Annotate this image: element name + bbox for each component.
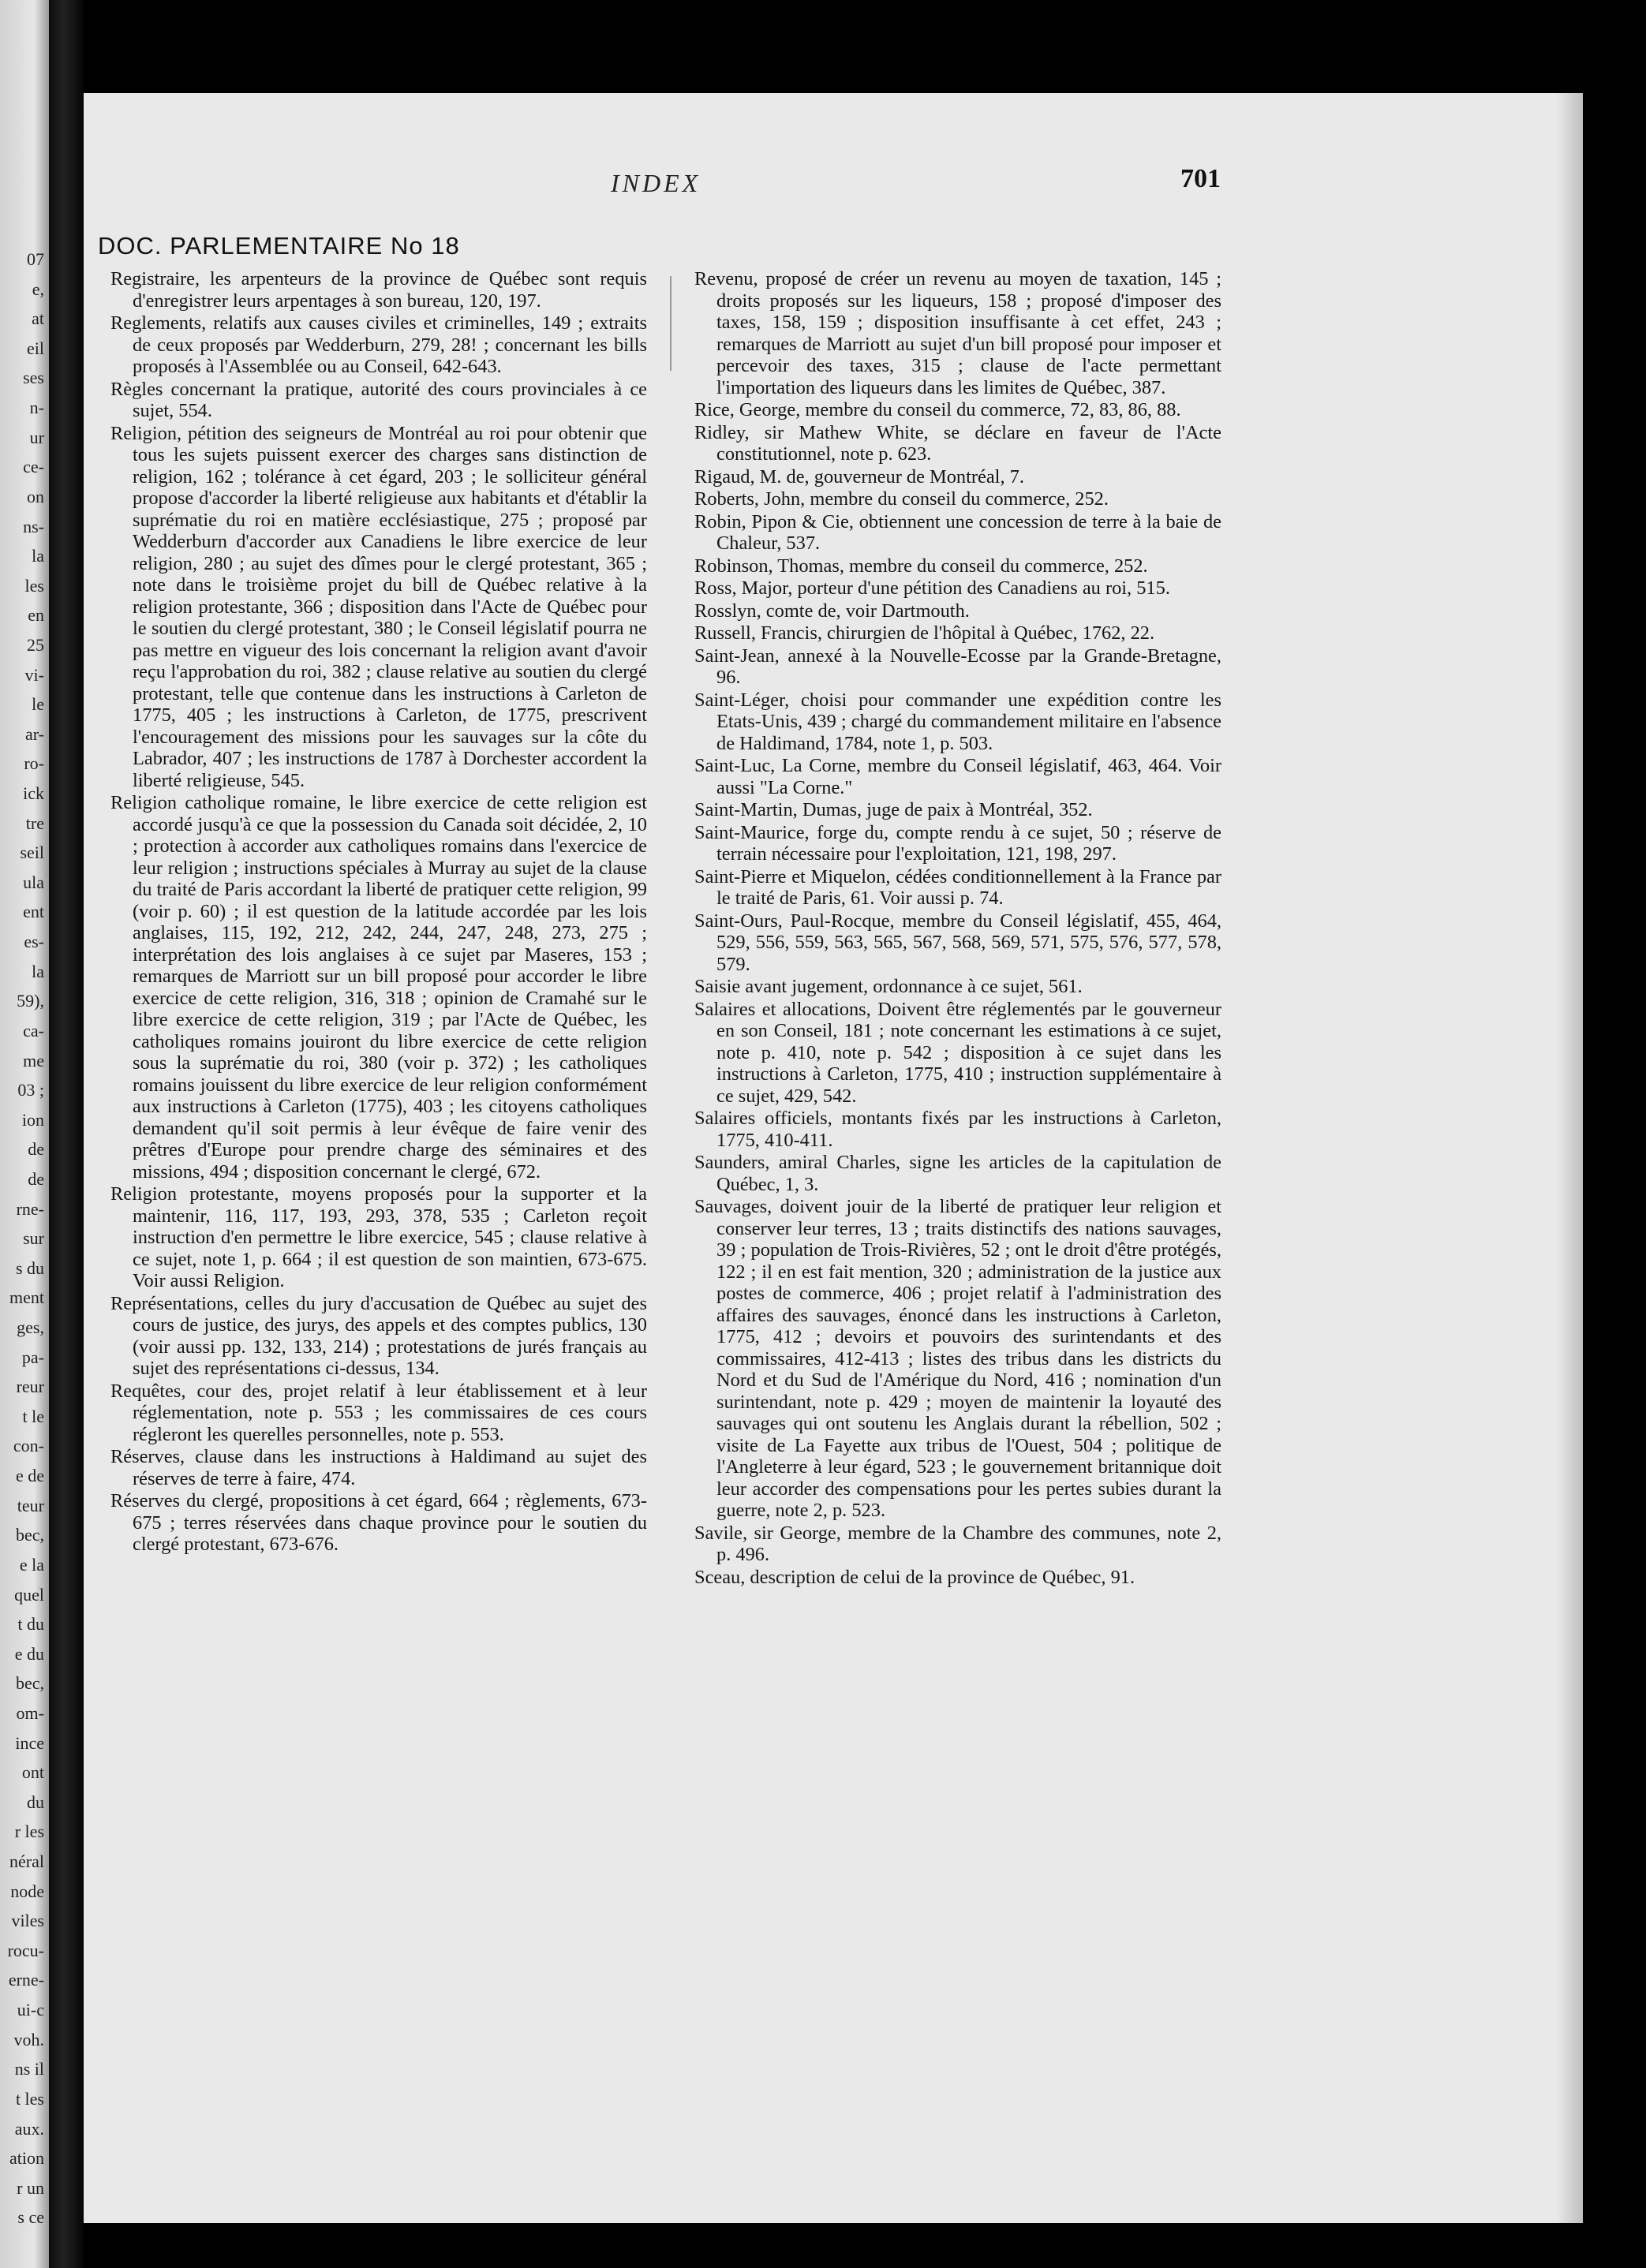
- facing-page-fragment: ui-c: [17, 2000, 44, 2020]
- index-entry: Ridley, sir Mathew White, se déclare en faveur de l'Acte constitutionnel, note p. 623.: [694, 421, 1221, 465]
- facing-page-fragment: voh.: [13, 2029, 44, 2049]
- index-entry: Saint-Léger, choisi pour commander une expédition contre les Etats-Unis, 439 ; chargé du commandement militaire en l'absence de Haldimand, 1784, note 1, p. 503.: [694, 689, 1221, 754]
- facing-page-fragment: le: [32, 694, 44, 715]
- facing-page-fragment: om-: [16, 1702, 44, 1723]
- facing-page-fragment: du: [27, 1792, 44, 1812]
- facing-page-fragment: tre: [25, 813, 44, 833]
- index-entry: Sauvages, doivent jouir de la liberté de pratiquer leur religion et conserver leur terres, 13 ; traits distinctifs des nations sauvages, 39 ; population de Trois-Rivières, 52 ; ont le droit d'être protégés, 122 ; il en est fait mention, 320 ; administration de la justice aux postes de commerce, 406 ; projet relatif à l'administration des affaires des sauvages, énoncé dans les instructions à Carleton, 1775, 412 ; devoirs et pouvoirs des surintendants et des commissaires, 412-413 ; listes des tribus dans les districts du Nord et du Sud de l'Amérique du Nord, 416 ; nomination d'un surintendant, note p. 429 ; moyen de maintenir la loyauté des sauvages qui ont soutenu les Anglais durant la rébellion, 502 ; visite de La Fayette aux tribus de l'Ouest, 504 ; politique de l'Angleterre à leur égard, 523 ; le gouvernement britannique doit leur accorder des compensations pour les pertes subies durant la guerre, note 2, p. 523.: [694, 1196, 1221, 1521]
- facing-page-fragment: 07: [27, 249, 44, 269]
- facing-page-fragment: les: [24, 575, 44, 596]
- facing-page-fragment: 03 ;: [17, 1080, 44, 1100]
- facing-page-fragment: ation: [9, 2148, 44, 2169]
- facing-page-fragment: e du: [14, 1643, 44, 1664]
- facing-page-fragment: at: [32, 308, 44, 329]
- facing-page-fragment: ca-: [23, 1020, 44, 1041]
- index-entry: Représentations, celles du jury d'accusation de Québec au sujet des cours de justice, des jurys, des appels et des comptes publics, 130 (voir aussi pp. 132, 133, 214) ; protestations de jurés français au sujet des représentations ci-dessus, 134.: [110, 1292, 647, 1379]
- facing-page-fragment: ent: [23, 902, 44, 922]
- index-entry: Religion protestante, moyens proposés pour la supporter et la maintenir, 116, 117, 193, 293, 378, 535 ; Carleton reçoit instruction d'en permettre le libre exercice, 545 ; clause relative à ce sujet, note 1, p. 664 ; il est question de son maintien, 673-675. Voir aussi Religion.: [110, 1183, 647, 1291]
- index-entry: Roberts, John, membre du conseil du commerce, 252.: [694, 488, 1109, 510]
- facing-page-fragment: quel: [14, 1584, 44, 1605]
- index-entry: Saint-Martin, Dumas, juge de paix à Montréal, 352.: [694, 799, 1093, 820]
- facing-page-fragment: r un: [17, 2177, 44, 2198]
- index-page: [84, 93, 1583, 2223]
- index-entry: Reglements, relatifs aux causes civiles et criminelles, 149 ; extraits de ceux proposés par Wedderburn, 279, 28! ; concernant les bills proposés à l'Assemblée ou au Conseil, 642-643.: [110, 312, 647, 377]
- facing-page-fragment: t le: [22, 1406, 44, 1426]
- facing-page-fragment: aux.: [14, 2118, 44, 2139]
- facing-page-fragment: la: [32, 546, 44, 566]
- facing-page-fragment: s du: [15, 1257, 44, 1278]
- facing-page-fragment: ince: [15, 1732, 44, 1753]
- facing-page-fragment: ment: [9, 1287, 44, 1308]
- column-rule: [670, 276, 671, 371]
- facing-page-fragment: s ce: [17, 2207, 44, 2228]
- index-entry: Saint-Jean, annexé à la Nouvelle-Ecosse par la Grande-Bretagne, 96.: [694, 645, 1221, 688]
- facing-page-fragment: e de: [15, 1466, 44, 1486]
- facing-page-fragment: ont: [21, 1762, 44, 1783]
- facing-page-fragment: ges,: [17, 1317, 44, 1338]
- facing-page-fragment: ar-: [25, 723, 44, 744]
- page-number: 701: [1180, 164, 1221, 193]
- facing-page-fragment: ick: [23, 783, 44, 803]
- facing-page-fragment: ur: [29, 427, 44, 447]
- facing-page-fragment: pa-: [21, 1347, 44, 1367]
- facing-page-fragment: erne-: [8, 1970, 44, 1990]
- facing-page-fragment: viles: [11, 1911, 44, 1931]
- doc-header: DOC. PARLEMENTAIRE No 18: [98, 232, 460, 260]
- facing-page-fragment: bec,: [15, 1673, 44, 1694]
- index-entry: Salaires et allocations, Doivent être réglementés par le gouverneur en son Conseil, 181 ; note concernant les estimations à ce sujet, note p. 410, note p. 542 ; disposition à ce sujet dans les instructions à Carleton, 1775, 410 ; instruction supplémentaire à ce sujet, 429, 542.: [694, 998, 1221, 1107]
- facing-page-fragment: bec,: [15, 1525, 44, 1545]
- index-entry: Revenu, proposé de créer un revenu au moyen de taxation, 145 ; droits proposés sur les liqueurs, 158 ; proposé d'imposer des taxes, 158, 159 ; disposition insuffisante à cet effet, 243 ; remarques de Marriott au sujet d'un bill proposé pour imposer et percevoir des taxes, 315 ; clause de l'acte permettant l'importation des liqueurs dans les limites de Québec, 387.: [694, 268, 1221, 398]
- facing-page-fragment: teur: [17, 1495, 44, 1515]
- index-entry: Réserves, clause dans les instructions à Haldimand au sujet des réserves de terre à faire, 474.: [110, 1446, 647, 1489]
- index-entry: Robinson, Thomas, membre du conseil du commerce, 252.: [694, 555, 1148, 577]
- index-entry: Rigaud, M. de, gouverneur de Montréal, 7.: [694, 465, 1024, 488]
- index-column-right: [694, 268, 1221, 1589]
- facing-page-fragment: rne-: [16, 1198, 44, 1219]
- facing-page-fragment: ula: [23, 872, 44, 892]
- index-entry: Règles concernant la pratique, autorité des cours provinciales à ce sujet, 554.: [110, 378, 647, 421]
- index-entry: Saint-Maurice, forge du, compte rendu à ce sujet, 50 ; réserve de terrain nécessaire pour l'exploitation, 121, 198, 297.: [694, 821, 1221, 865]
- index-entry: Religion catholique romaine, le libre exercice de cette religion est accordé jusqu'à ce que la possession du Canada soit décidée, 2, 10 ; protection à accorder aux catholiques romains dans l'exercice de leur religion ; instructions spéciales à Murray au sujet de la clause du traité de Paris accordant la liberté de pratiquer cette religion, 99 (voir p. 60) ; il est question de la latitude accordée par les lois anglaises, 115, 192, 212, 242, 244, 247, 248, 273, 275 ; interprétation des lois anglaises à ce sujet par Maseres, 153 ; remarques de Marriott sur un bill proposé pour accorder le libre exercice de cette religion, 316, 318 ; opinion de Cramahé sur le libre exercice de cette religion, 319 ; par l'Acte de Québec, les catholiques romains jouiront du libre exercice de cette religion sous la suprématie du roi, 380 (voir p. 372) ; les catholiques romains jouissent du libre exercice de leur religion conformément aux instructions à Carleton (1775), 403 ; les citoyens catholiques demandent qu'il soit permis à leur évêque de faire venir des prêtres d'Europe pour prendre charge des séminaires et des missions, 494 ; disposition concernant le clergé, 672.: [110, 792, 647, 1183]
- facing-page-edge: [0, 0, 49, 2268]
- index-entry: Rice, George, membre du conseil du commerce, 72, 83, 86, 88.: [694, 399, 1181, 420]
- index-entry: Rosslyn, comte de, voir Dartmouth.: [694, 600, 970, 622]
- facing-page-fragment: es-: [24, 932, 44, 952]
- facing-page-fragment: n-: [29, 398, 44, 418]
- facing-page-fragment: la: [32, 961, 44, 981]
- facing-page-fragment: seil: [20, 843, 44, 863]
- index-entry: Saint-Ours, Paul-Rocque, membre du Conseil législatif, 455, 464, 529, 556, 559, 563, 565, 567, 568, 569, 571, 575, 576, 577, 578, 579.: [694, 910, 1221, 975]
- facing-page-fragment: sur: [23, 1228, 44, 1249]
- index-entry: Saint-Pierre et Miquelon, cédées conditionnellement à la France par le traité de Paris, 61. Voir aussi p. 74.: [694, 865, 1221, 909]
- facing-page-fragment: t les: [15, 2088, 44, 2109]
- facing-page-fragment: eil: [27, 338, 44, 358]
- index-entry: Registraire, les arpenteurs de la province de Québec sont requis d'enregistrer leurs arpentages à son bureau, 120, 197.: [110, 268, 647, 312]
- index-entry: Saisie avant jugement, ordonnance à ce sujet, 561.: [694, 976, 1083, 997]
- index-entry: Requêtes, cour des, projet relatif à leur établissement et à leur réglementation, note p. 553 ; les commissaires de ces cours régleront les querelles personnelles, note p. 553.: [110, 1380, 647, 1445]
- facing-page-fragment: me: [23, 1050, 44, 1070]
- facing-page-fragment: vi-: [24, 664, 44, 685]
- running-title: INDEX: [611, 169, 701, 197]
- facing-page-fragment: node: [10, 1881, 44, 1901]
- facing-page-fragment: ns-: [23, 516, 44, 536]
- facing-page-fragment: ses: [23, 368, 44, 388]
- facing-page-fragment: t du: [17, 1614, 44, 1635]
- facing-page-fragment: 59),: [17, 991, 44, 1011]
- index-entry: Ross, Major, porteur d'une pétition des Canadiens au roi, 515.: [694, 577, 1170, 599]
- book-spine: [49, 0, 84, 2268]
- index-entry: Religion, pétition des seigneurs de Montréal au roi pour obtenir que tous les sujets puissent exercer des charges sans distinction de religion, 162 ; tolérance à cet égard, 203 ; le solliciteur général propose d'accorder la liberté religieuse aux habitants et d'établir la suprématie du roi en matière ecclésiastique, 275 ; proposé par Wedderburn d'accorder aux Canadiens le libre exercice de leur religion, 280 ; au sujet des dîmes pour le clergé protestant, 365 ; note dans le troisième projet du bill de Québec relative à la religion protestante, 366 ; disposition dans l'Acte de Québec pour le soutien du clergé protestant, 380 ; le Conseil législatif pourra ne pas mettre en vigueur des lois concernant la religion avant d'avoir reçu l'approbation du roi, 382 ; clause relative au soutien du clergé protestant, telle que contenue dans les instructions à Carleton de 1775, 405 ; les instructions à Carleton, de 1775, prescrivent l'encouragement des missions pour les sauvages sur la côte du Labrador, 407 ; les instructions de 1787 à Dorchester accordent la liberté religieuse, 545.: [110, 422, 647, 791]
- index-entry: Saint-Luc, La Corne, membre du Conseil législatif, 463, 464. Voir aussi "La Corne.": [694, 755, 1221, 798]
- facing-page-fragment: en: [28, 605, 44, 626]
- facing-page-fragment: ce-: [23, 457, 44, 477]
- index-entry: Savile, sir George, membre de la Chambre des communes, note 2, p. 496.: [694, 1522, 1221, 1565]
- index-entry: Salaires officiels, montants fixés par les instructions à Carleton, 1775, 410-411.: [694, 1108, 1221, 1151]
- facing-page-fragment: néral: [9, 1851, 44, 1872]
- facing-page-fragment: de: [28, 1139, 44, 1160]
- facing-page-fragment: ro-: [24, 753, 44, 774]
- facing-page-fragment: e,: [32, 278, 44, 299]
- facing-page-fragment: de: [28, 1168, 44, 1189]
- index-entry: Saunders, amiral Charles, signe les articles de la capitulation de Québec, 1, 3.: [694, 1152, 1221, 1195]
- facing-page-fragment: e la: [19, 1554, 44, 1575]
- facing-page-fragment: reur: [16, 1377, 44, 1397]
- index-entry: Sceau, description de celui de la province de Québec, 91.: [694, 1566, 1135, 1588]
- facing-page-fragment: ns il: [14, 2059, 44, 2079]
- facing-page-fragment: 25: [27, 634, 44, 655]
- facing-page-fragment: con-: [13, 1436, 44, 1456]
- index-entry: Robin, Pipon & Cie, obtiennent une concession de terre à la baie de Chaleur, 537.: [694, 510, 1221, 554]
- facing-page-fragment: r les: [14, 1821, 44, 1842]
- index-entry: Réserves du clergé, propositions à cet égard, 664 ; règlements, 673-675 ; terres réservées dans chaque province pour le soutien du clergé protestant, 673-676.: [110, 1490, 647, 1555]
- facing-page-fragment: rocu-: [7, 1940, 44, 1960]
- facing-page-fragment: ion: [21, 1109, 44, 1130]
- facing-page-fragment: on: [27, 486, 44, 506]
- index-entry: Russell, Francis, chirurgien de l'hôpital à Québec, 1762, 22.: [694, 622, 1155, 644]
- index-column-left: [110, 268, 647, 1556]
